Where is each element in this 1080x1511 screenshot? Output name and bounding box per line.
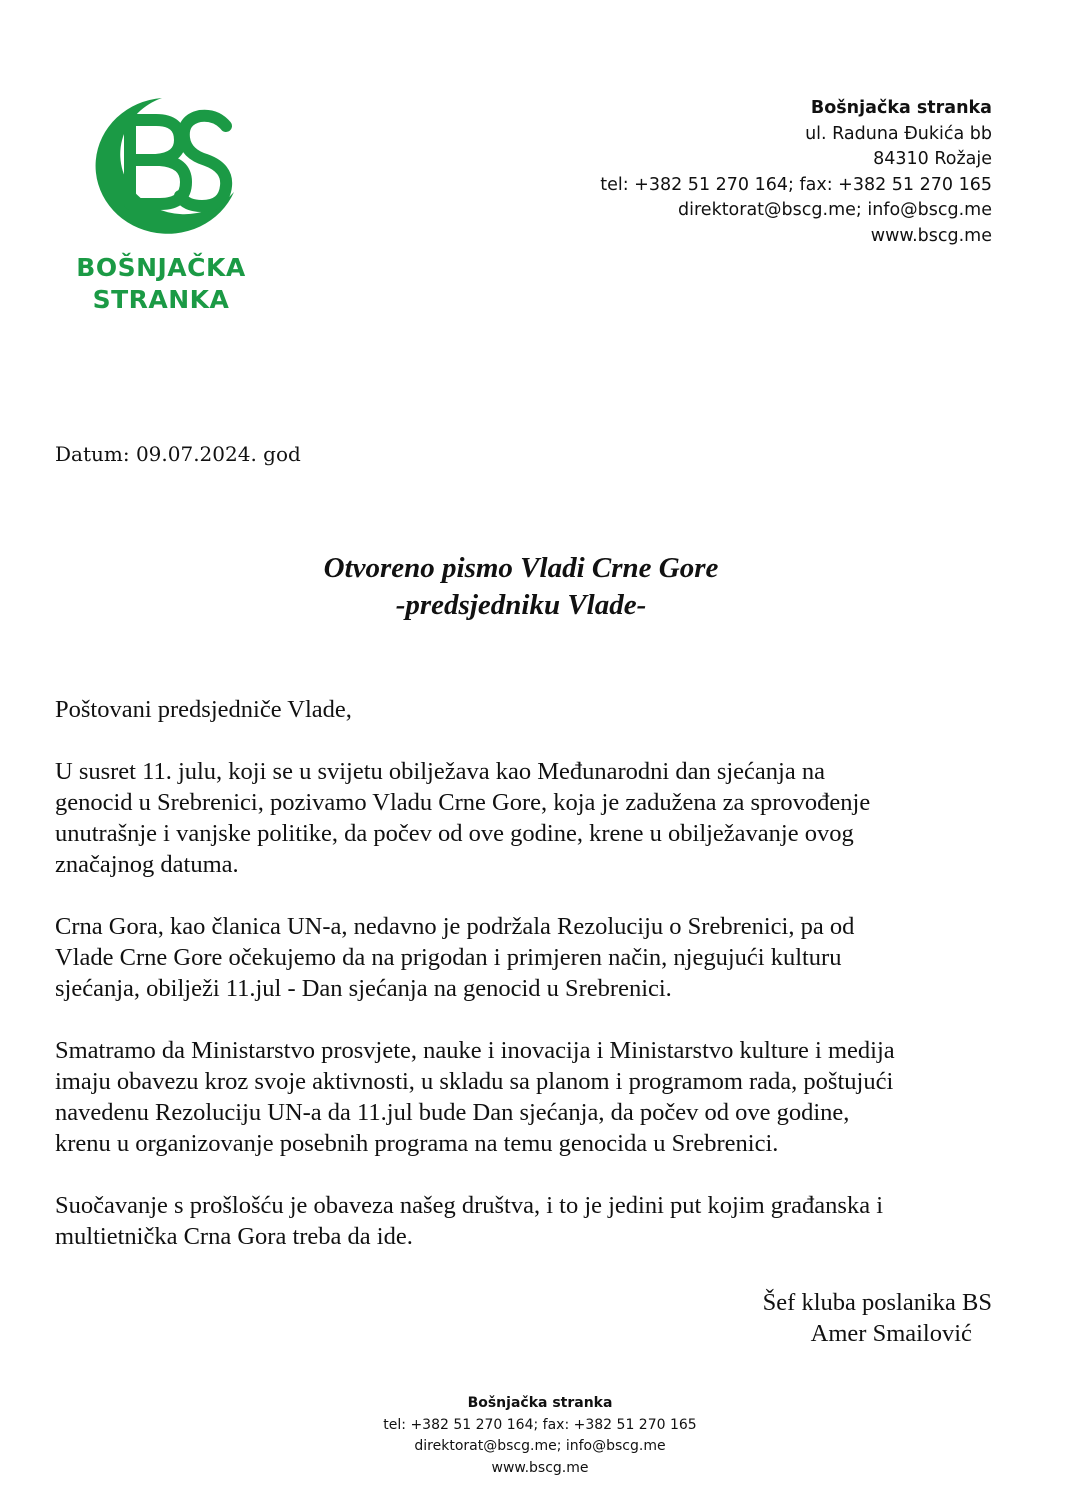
signature-block: [763, 1287, 992, 1349]
paragraph-line: Smatramo da Ministarstvo prosvjete, nauke i inovacija i Ministarstvo kulture i medija: [55, 1037, 895, 1064]
header-contact-block: [600, 96, 992, 249]
letter-title: [0, 550, 1042, 624]
header-phone: tel: +382 51 270 164; fax: +382 51 270 165: [600, 174, 992, 195]
footer-emails: direktorat@bscg.me; info@bscg.me: [414, 1438, 666, 1454]
greeting: [55, 694, 1015, 725]
paragraph-1: [55, 756, 1015, 880]
paragraph-line: krenu u organizovanje posebnih programa na temu genocida u Srebrenici.: [55, 1130, 779, 1157]
paragraph-line: imaju obavezu kroz svoje aktivnosti, u skladu sa planom i programom rada, poštujući: [55, 1068, 894, 1095]
header-city: 84310 Rožaje: [873, 149, 992, 169]
footer-org-name: Bošnjačka stranka: [467, 1395, 613, 1411]
paragraph-line: Suočavanje s prošlošću je obaveza našeg društva, i to je jedini put kojim građanska i: [55, 1192, 884, 1219]
party-logo: [66, 92, 266, 317]
header-emails: direktorat@bscg.me; info@bscg.me: [678, 200, 992, 220]
bs-crescent-logo-icon: [84, 92, 244, 242]
signature-name: Amer Smailović: [810, 1320, 972, 1347]
letter-date: Datum: 09.07.2024. god: [55, 442, 301, 466]
paragraph-line: sjećanja, obilježi 11.jul - Dan sjećanja na genocid u Srebrenici.: [55, 975, 672, 1002]
letter-body: [55, 694, 1015, 1283]
signature-role: Šef kluba poslanika BS: [762, 1289, 992, 1316]
paragraph-3: [55, 1035, 1015, 1159]
footer-contact-block: [0, 1393, 1080, 1479]
footer-phone: tel: +382 51 270 164; fax: +382 51 270 165: [383, 1416, 697, 1433]
logo-wordmark: [66, 252, 256, 316]
paragraph-line: Vlade Crne Gore očekujemo da na prigodan i primjeren način, njegujući kulturu: [55, 944, 842, 971]
paragraph-line: značajnog datuma.: [55, 851, 239, 878]
header-website: www.bscg.me: [870, 225, 992, 246]
title-line-1: Otvoreno pismo Vladi Crne Gore: [323, 552, 719, 584]
paragraph-line: Crna Gora, kao članica UN-a, nedavno je podržala Rezoluciju o Srebrenici, pa od: [55, 913, 855, 940]
paragraph-line: multietnička Crna Gora treba da ide.: [55, 1223, 413, 1250]
header-address: ul. Raduna Đukića bb: [805, 123, 992, 144]
paragraph-line: U susret 11. julu, koji se u svijetu obilježava kao Međunarodni dan sjećanja na: [55, 758, 825, 785]
paragraph-4: [55, 1190, 1015, 1252]
paragraph-line: navedenu Rezoluciju UN-a da 11.jul bude Dan sjećanja, da počev od ove godine,: [55, 1099, 850, 1126]
logo-line-2: STRANKA: [92, 285, 230, 314]
header-org-name: Bošnjačka stranka: [810, 98, 992, 118]
paragraph-2: [55, 911, 1015, 1004]
greeting-line: Poštovani predsjedniče Vlade,: [55, 696, 352, 723]
footer-website: www.bscg.me: [491, 1459, 589, 1476]
paragraph-line: unutrašnje i vanjske politike, da počev od ove godine, krene u obilježavanje ovog: [55, 820, 854, 847]
title-line-2: -predsjedniku Vlade-: [395, 589, 647, 621]
paragraph-line: genocid u Srebrenici, pozivamo Vladu Crne Gore, koja je zadužena za sprovođenje: [55, 789, 871, 816]
logo-line-1: BOŠNJAČKA: [76, 253, 246, 282]
